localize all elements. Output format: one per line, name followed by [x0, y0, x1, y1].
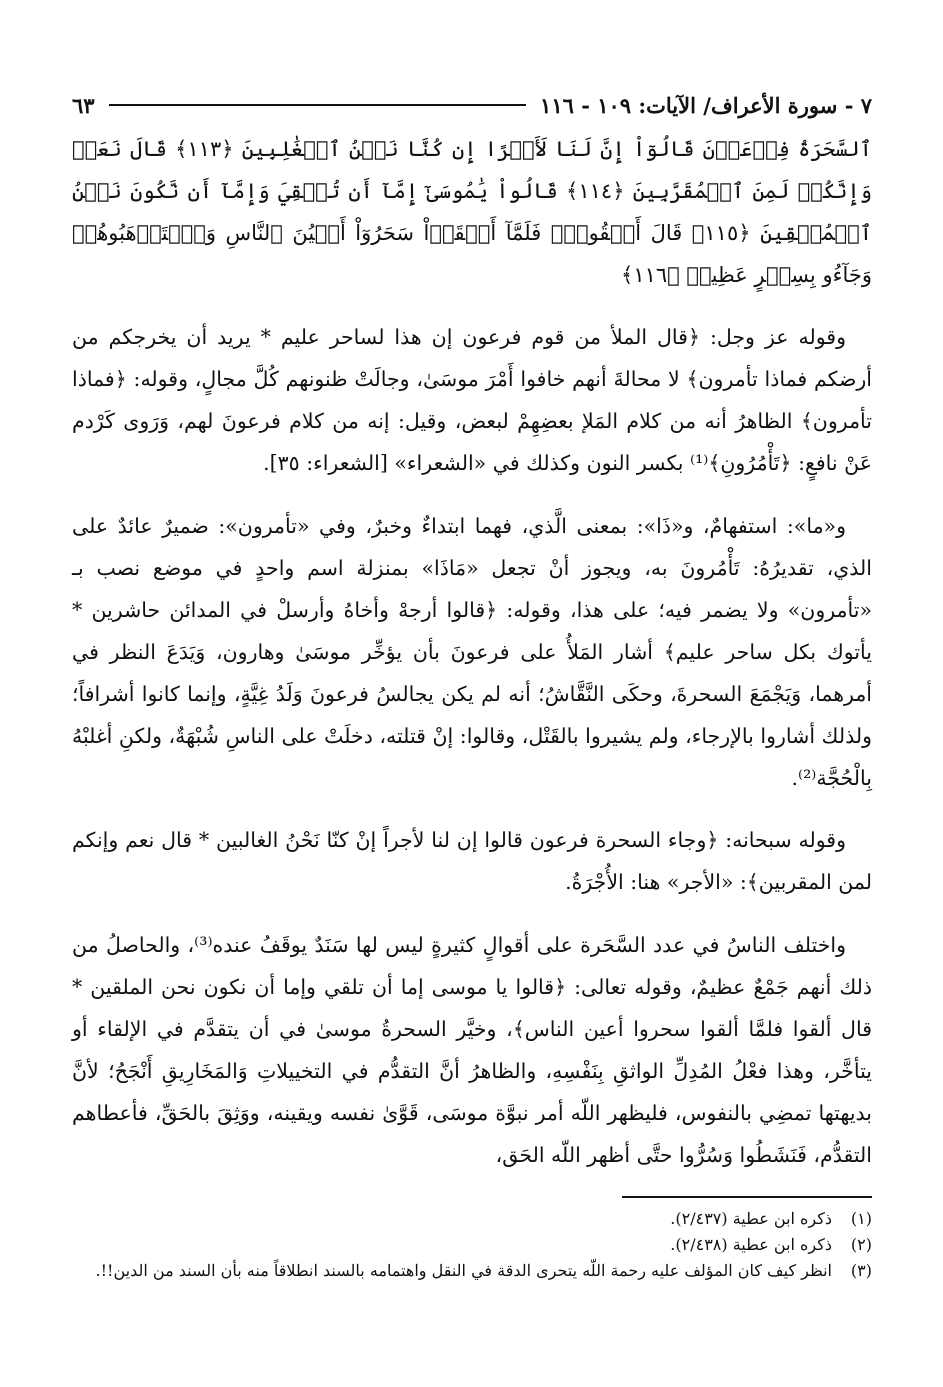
- page: [72, 88, 872, 1284]
- footnote-item: [72, 1232, 872, 1258]
- footnote-text: ذكره ابن عطية (٢/٤٣٨).: [670, 1235, 832, 1254]
- footnote-number: (١): [850, 1209, 872, 1228]
- footnote-number: (٢): [850, 1235, 872, 1254]
- footnote-number: (٣): [850, 1261, 872, 1280]
- footnote-item: [72, 1258, 872, 1284]
- footnotes: [72, 1206, 872, 1284]
- paragraph-3: وقوله سبحانه: ﴿وجاء السحرة فرعون قالوا إن لنا لأجراً إنْ كنّا نَحْنُ الغالبين * قال نعم وإنكم لمن المقربين﴾: «الأجر» هنا: الأُجْرَةُ.: [72, 828, 872, 894]
- footnote-text: انظر كيف كان المؤلف عليه رحمة اللّه يتحرى الدقة في النقل واهتمامه بالسند انطلاقاً منه بأن السند من الدين!!.: [95, 1261, 832, 1280]
- quran-verses: ٱلسَّحَرَةُ فِرۡعَوۡنَ قَالُوٓاْ إِنَّ لَنَا لَأَجۡرًا إِن كُنَّا نَحۡنُ ٱلۡغَٰلِبِينَ ﴿١١٣﴾ قَالَ نَعَمۡ وَإِنَّكُمۡ لَمِنَ ٱلۡمُقَرَّبِينَ ﴿١١٤﴾ قَالُواْ يَٰمُوسَىٰٓ إِمَّآ أَن تُلۡقِيَ وَإِمَّآ أَن نَّكُونَ نَحۡنُ ٱلۡمُلۡقِينَ ﴿١١٥﴾ قَالَ أَلۡقُواْۖ فَلَمَّآ أَلۡقَوۡاْ سَحَرُوٓاْ أَعۡيُنَ ٱلنَّاسِ وَٱسۡتَرۡهَبُوهُمۡ وَجَآءُو بِسِحۡرٍ عَظِيمٖ ﴿١١٦﴾: [72, 137, 872, 287]
- paragraph-1: وقوله عز وجل: ﴿قال الملأ من قوم فرعون إن هذا لساحر عليم * يريد أن يخرجكم من أرضكم فماذا تأمرون﴾ لا محالةَ أنهم خافوا أَمْرَ موسَىٰ، وجالَتْ ظنونهم كُلَّ مجالٍ، وقوله: ﴿فماذا تأمرون﴾ الظاهرُ أنه من كلام المَلإ بعضِهِمْ لبعض، وقيل: إنه من كلام فرعونَ لهم، وَرَوى كَرْدم عَنْ نافعٍ: ﴿تَأْمُرُونِ﴾⁽¹⁾ بكسر النون وكذلك في «الشعراء» [الشعراء: ٣٥].: [72, 325, 872, 475]
- footnote-text: ذكره ابن عطية (٢/٤٣٧).: [670, 1209, 832, 1228]
- header-title: ٧ - سورة الأعراف/ الآيات: ١٠٩ - ١١٦: [540, 92, 872, 118]
- running-header: [72, 88, 872, 122]
- paragraph-2: و«ما»: استفهامٌ، و«ذَا»: بمعنى الَّذي، فهما ابتداءٌ وخبرٌ، وفي «تأمرون»: ضميرٌ عائدٌ على الذي، تقديرُهُ: تَأْمُرونَ به، ويجوز أنْ تجعل «مَاذَا» بمنزلة اسم واحدٍ في موضع نصب بـ «تأمرون» ولا يضمر فيه؛ على هذا، وقوله: ﴿قالوا أرجهْ وأخاهُ وأرسلْ في المدائن حاشرين * يأتوك بكل ساحر عليم﴾ أشار المَلأُ على فرعونَ بأن يؤخِّر موسَىٰ وهارون، وَيَدَعَ النظر في أمرهما، وَيَجْمَعَ السحرةَ، وحكَى النَّقَّاشُ؛ أنه لم يكن يجالسُ فرعونَ وَلَدُ غِيَّةٍ، وإنما كانوا أشرافاً؛ ولذلك أشاروا بالإرجاء، ولم يشيروا بالقَتْل، وقالوا: إنْ قتلته، دخلَتْ على الناسِ شُبْهَةٌ، ولكنِ أغلبْهُ بِالْحُجَّة⁽²⁾.: [72, 513, 872, 790]
- footnote-item: [72, 1206, 872, 1232]
- header-rule: [109, 104, 526, 106]
- footnote-separator: [622, 1196, 872, 1198]
- paragraph-4: واختلف الناسُ في عدد السَّحَرة على أقوالٍ كثيرةٍ ليس لها سَنَدٌ يوقَفُ عنده⁽³⁾، والحاصلُ من ذلك أنهم جَمْعٌ عظيمٌ، وقوله تعالى: ﴿قالوا يا موسى إما أن تلقي وإما أن نكون نحن الملقين * قال ألقوا فلمَّا ألقوا سحروا أعين الناس﴾، وخيَّر السحرةُ موسىٰ في أن يتقدَّم في الإلقاء أو يتأخَّر، وهذا فعْلُ المُدِلِّ الواثقِ بِنَفْسِهِ، والظاهرُ أنَّ التقدُّم في التخييلاتِ وَالمَخَارِيقِ أَنْجَحُ؛ لأنَّ بديهتها تمضِي بالنفوس، فليظهر اللّه أمر نبوَّة موسَى، قَوَّىٰ نفسه ويقينه، ووَثِقَ بالحَقِّ، فأعطاهم التقدُّم، فَنَشَطُوا وَسُرُّوا حتَّى أظهر اللّه الحَق،: [72, 932, 872, 1167]
- page-number: ٦٣: [72, 92, 95, 118]
